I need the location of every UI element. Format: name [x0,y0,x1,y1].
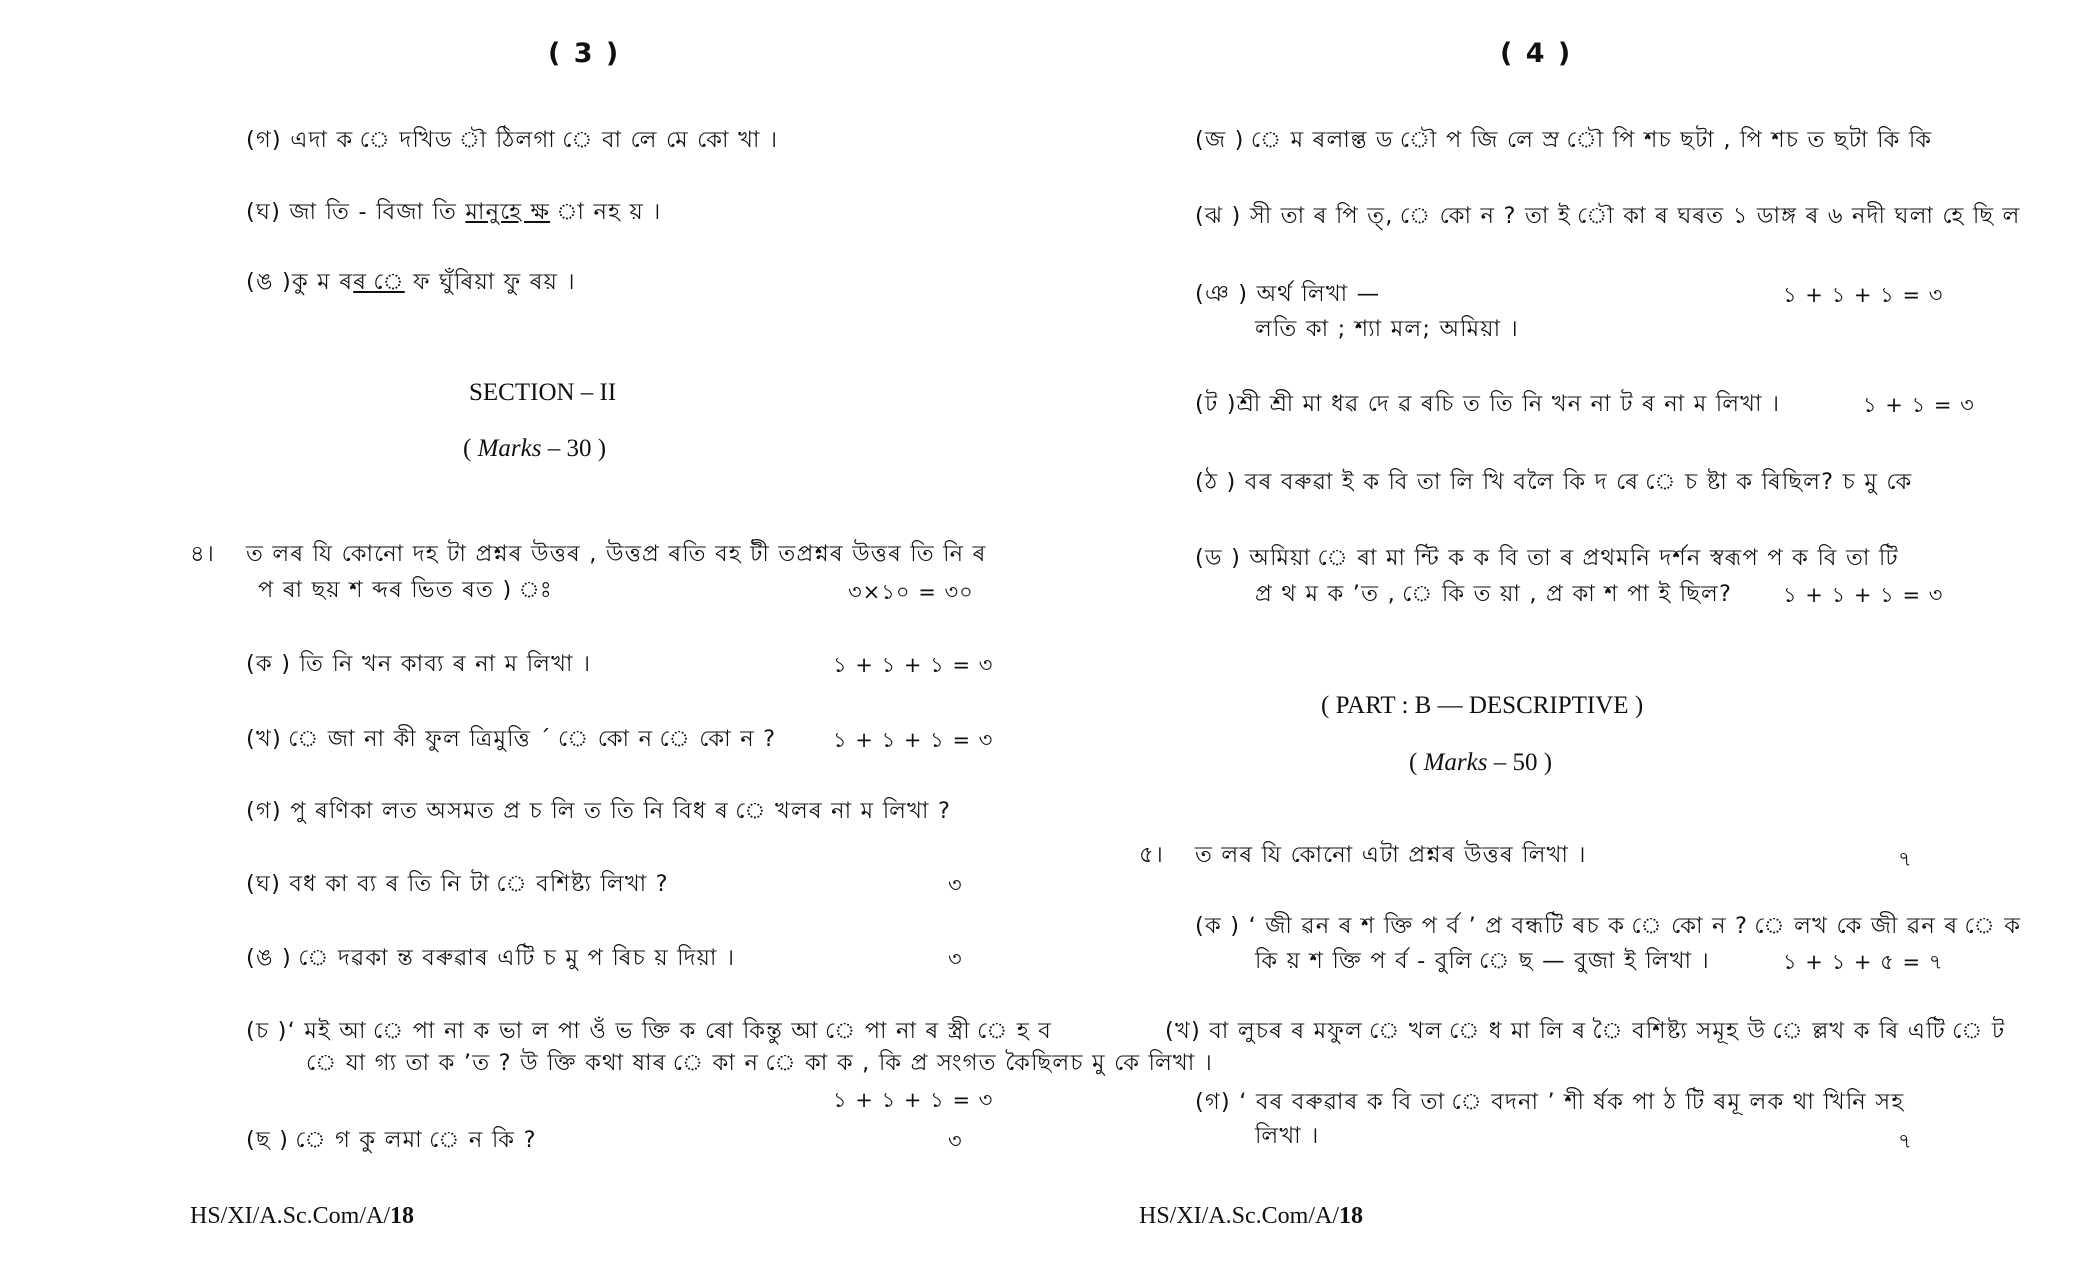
question-5-ka: (ক ) ‘ জী ৱন ৰ শ ক্তি প ৰ্ব ’ প্ৰ বন্ধটি ৰচ ক ে কো ন ? ে লখ কে জী ৱন ৰ ে ক [1195,913,2022,939]
section-marks-word: Marks [477,435,542,462]
underlined-blank: মানুহে ক্ষ [465,199,551,225]
part-b-marks-word: Marks [1423,749,1488,776]
part-b-marks-text: ( [1409,749,1424,776]
question-5-ka-marks: ১ + ১ + ৫ = ৭ [1783,950,1944,974]
question-3-gha [246,194,662,232]
question-5-ga-line2: লিখা । [1255,1123,1320,1149]
question-da-line2: প্ৰ থ ম ক ’ত , ে কি ত য়া , প্ৰ কা শ পা ই ছিল? [1255,581,1733,607]
question-text: ে ফ ঘুঁৰিয়া ফু ৰয় । [404,269,576,295]
footer-code-number: 18 [390,1203,415,1229]
question-3-nga [246,264,576,302]
question-5-marks: ৭ [1898,847,1913,871]
question-4-ca-marks: ১ + ১ + ১ = ৩ [833,1088,994,1112]
question-4-instruction-line2: প ৰা ছয় শ ব্দৰ ভিত ৰত ) ঃ [258,577,553,603]
question-tha: (ঠ ) বৰ বৰুৱা ই ক বি তা লি খি বলৈ কি দ ৰে ে চ ষ্টা ক ৰিছিল? চ মু কে [1195,469,1913,495]
section-title: SECTION – II [469,379,617,406]
question-4-ka-marks: ১ + ১ + ১ = ৩ [833,653,994,677]
question-5-kha: (খ) বা লুচৰ ৰ মফুল ে খল ে ধ মা লি ৰ ৈ বশিষ্ট্য সমূহ উ ে ল্লখ ক ৰি এটি ে ট [1165,1018,2006,1044]
question-ta-marks: ১ + ১ = ৩ [1863,393,1975,417]
question-ta: (ট )শ্ৰী শ্ৰী মা ধৱ দে ৱ ৰচি ত তি নি খন না ট ৰ না ম লিখা । [1195,391,1781,417]
question-ja: (জ ) ে ম ৰলাল্ত ড ৌ প জি লে স্ৰ ৌ পি শচ ছটা , পি শচ ত ছটা কি কি [1195,127,1933,153]
question-3-ga: (গ) এদা ক ে দখিড ৗ ঠিলগা ে বা লে মে কো খা । [246,127,779,153]
question-5-instruction: ত লৰ যি কোনো এটা প্ৰশ্নৰ উত্তৰ লিখা । [1195,842,1587,868]
question-nya-line2: লতি কা ; শ্যা মল; অমিয়া । [1255,316,1519,342]
question-text: া নহ য় । [550,199,662,225]
question-4-ca-line2: ে যা গ্য তা ক ’ত ? উ ক্তি কথা ষাৰ ে কা ন ে কা ক , কি প্ৰ সংগত কৈছিলচ মু কে লিখা । [306,1050,1214,1076]
question-5-ga: (গ) ‘ বৰ বৰুৱাৰ ক বি তা ে বদনা ’ শী ৰ্ষক পা ঠ টি ৰমূ লক থা খিনি সহ [1195,1089,1905,1115]
question-4-cha: (ছ ) ে গ কু লমা ে ন কি ? [246,1127,537,1153]
question-jha: (ঝ ) সী তা ৰ পি ত্, ে কো ন ? তা ই ৌ কা ৰ ঘৰত ১ ডাঙ্গ ৰ ৬ নদী ঘলা হে ছি ল [1195,203,2021,229]
part-b-marks [1409,749,1552,777]
question-4-nga-marks: ৩ [948,947,963,971]
footer-code-text: HS/XI/A.Sc.Com/A/ [190,1203,391,1229]
question-4-cha-marks: ৩ [948,1129,963,1153]
question-4-total-marks: ৩×১০ = ৩০ [848,580,974,604]
question-4-kha-marks: ১ + ১ + ১ = ৩ [833,728,994,752]
question-4-gha: (ঘ) বধ কা ব্য ৰ তি নি টা ে বশিষ্ট্য লিখা ? [246,871,669,897]
section-marks-text: – 30 ) [541,435,607,462]
footer-code [190,1203,414,1230]
question-nya: (ঞ ) অর্থ লিখা — [1195,281,1381,307]
question-4-number: ৪। [190,541,216,567]
question-4-nga: (ঙ ) ে দৱকা ন্ত বৰুৱাৰ এটি চ মু প ৰিচ য় দিয়া । [246,945,736,971]
question-nya-marks: ১ + ১ + ১ = ৩ [1783,283,1944,307]
question-5-number: ৫। [1139,842,1165,868]
section-marks [463,435,606,463]
question-4-instruction: ত লৰ যি কোনো দহ টা প্ৰশ্নৰ উত্তৰ , উত্তপ্ৰ ৰতি বহ টী তপ্ৰশ্নৰ উত্তৰ তি নি ৰ [246,541,987,567]
question-4-ga: (গ) পু ৰণিকা লত অসমত প্ৰ চ লি ত তি নি বিধ ৰ ে খলৰ না ম লিখা ? [246,798,952,824]
underlined-blank: ৰ [353,269,405,295]
part-b-title: ( PART : B — DESCRIPTIVE ) [1321,692,1644,719]
page-number: ( 4 ) [1500,38,1573,69]
question-4-gha-marks: ৩ [948,873,963,897]
question-4-ka: (ক ) তি নি খন কাব্য ৰ না ম লিখা । [246,651,592,677]
page-number: ( 3 ) [548,38,621,69]
section-marks-text: ( [463,435,478,462]
question-4-ca: (চ )‘ মই আ ে পা না ক ভা ল পা ওঁ ভ ক্তি ক ৰো কিন্তু আ ে পা না ৰ স্ত্ৰী ে হ ব [246,1018,1052,1044]
footer-code-number: 18 [1339,1203,1364,1229]
question-da: (ড ) অমিয়া ে ৰা মা ন্টি ক ক বি তা ৰ প্ৰথমনি দৰ্শন স্বৰূপ প ক বি তা টি [1195,545,1899,571]
question-4-kha: (খ) ে জা না কী ফুল ত্ৰিমুত্তি ´ ে কো ন ে কো ন ? [246,726,777,752]
question-5-ka-line2: কি য় শ ক্তি প ৰ্ব - বুলি ে ছ — বুজা ই লিখা । [1255,948,1710,974]
right-page [1125,0,2100,1275]
question-da-marks: ১ + ১ + ১ = ৩ [1783,583,1944,607]
footer-code [1139,1203,1363,1230]
question-5-ga-marks: ৭ [1898,1129,1913,1153]
part-b-marks-text: – 50 ) [1487,749,1553,776]
footer-code-text: HS/XI/A.Sc.Com/A/ [1139,1203,1340,1229]
question-text: (ঙ )কু ম ৰ [246,269,354,295]
question-text: (ঘ) জা তি - বিজা তি [246,199,466,225]
